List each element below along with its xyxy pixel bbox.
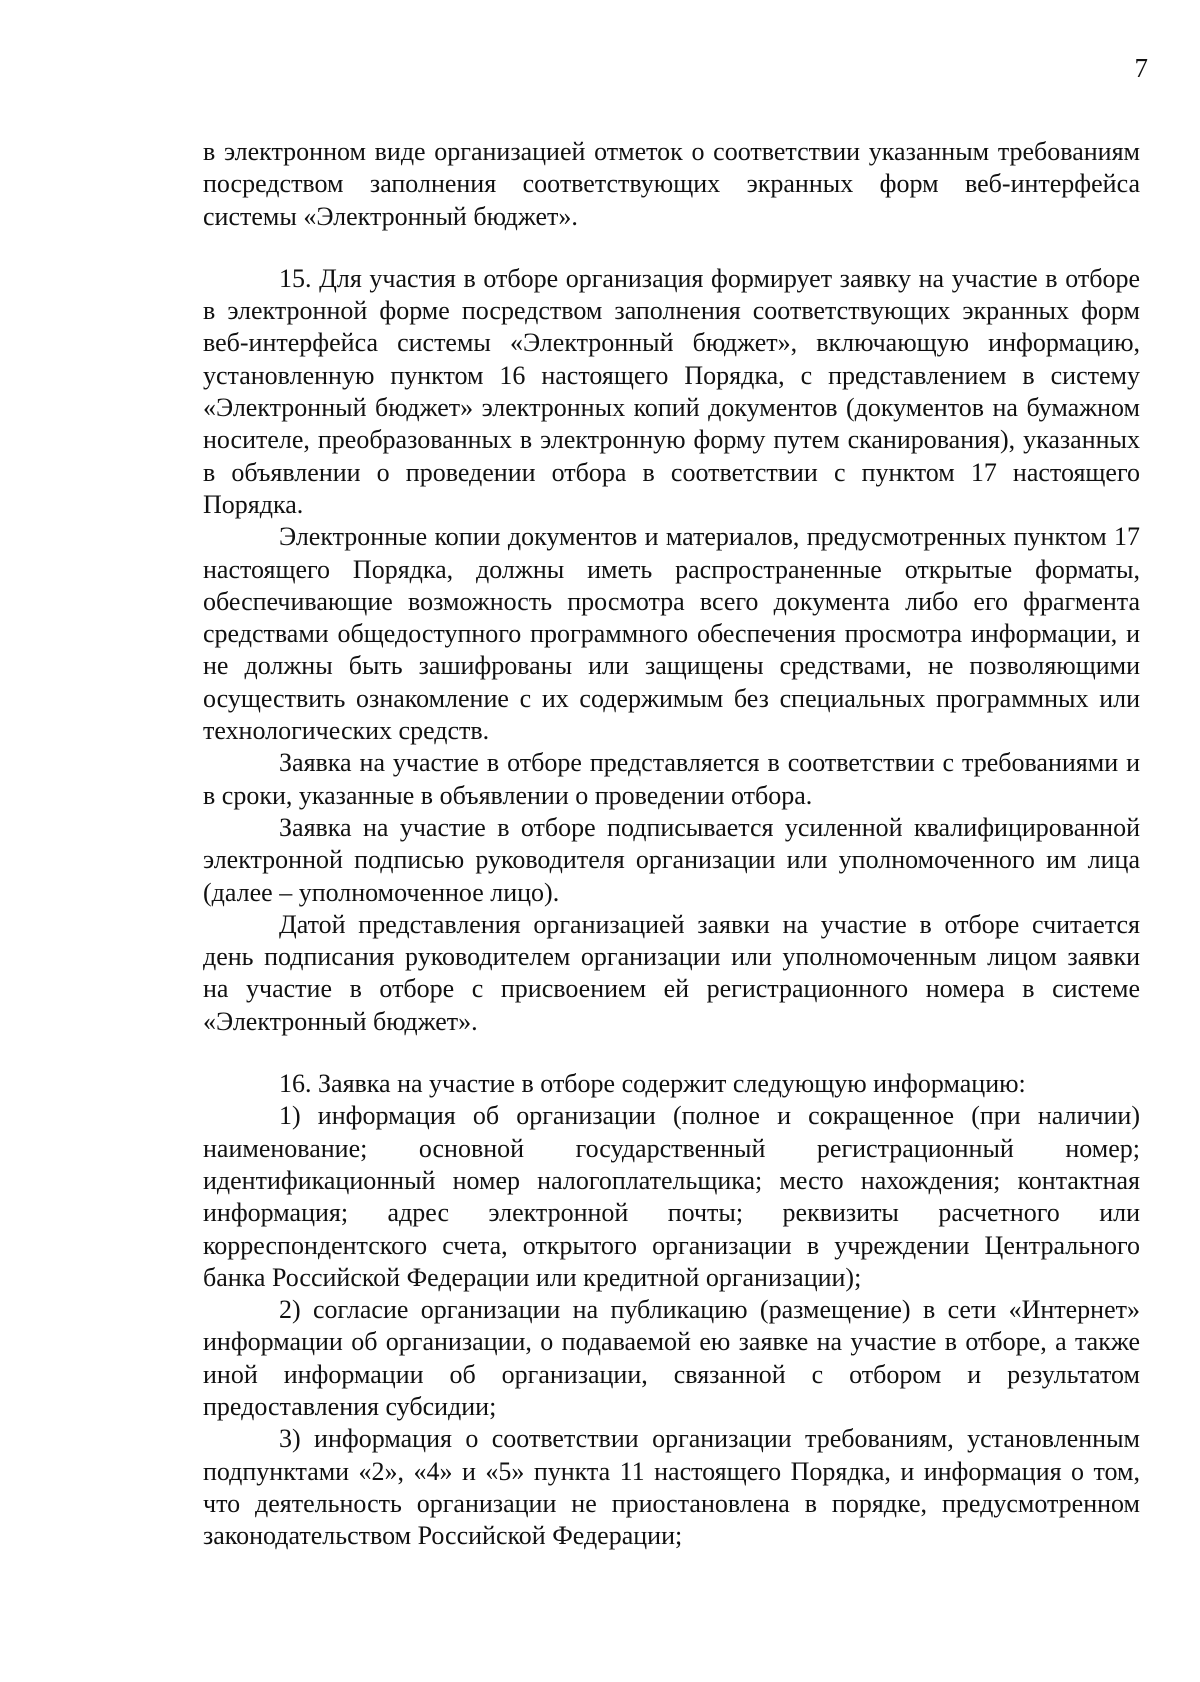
list-item-1: 1) информация об организации (полное и сокращенное (при наличии) наименование; основной государственный регистрационный номер; идентификационный номер налогоплательщика; место нахождения; контактная информация; адрес электронной почты; реквизиты расчетного или корреспондентского счета, открытого организации в учреждении Центрального банка Российской Федерации или кредитной организации); [203, 1101, 1140, 1292]
list-item-2: 2) согласие организации на публикацию (размещение) в сети «Интернет» информации об организации, о подаваемой ею заявке на участие в отборе, а также иной информации об организации, связанной с отбором и результатом предоставления субсидии; [203, 1295, 1140, 1421]
paragraph-application-signature: Заявка на участие в отборе подписывается усиленной квалифицированной электронной подписью руководителя организации или уполномоченного им лица (далее – уполномоченное лицо). [203, 812, 1140, 907]
paragraph-application-submission: Заявка на участие в отборе представляется в соответствии с требованиями и в сроки, указанные в объявлении о проведении отбора. [203, 748, 1140, 810]
paragraph-clause-16: 16. Заявка на участие в отборе содержит следующую информацию: [279, 1069, 1026, 1099]
paragraph-continuation: в электронном виде организацией отметок о соответствии указанным требованиям посредством заполнения соответствующих экранных форм веб-интерфейса системы «Электронный бюджет». [203, 137, 1140, 231]
page-number: 7 [1134, 53, 1148, 83]
document-body [203, 136, 1140, 1552]
list-item-3: 3) информация о соответствии организации требованиям, установленным подпунктами «2», «4» и «5» пункта 11 настоящего Порядка, и информация о том, что деятельность организации не приостановлена в порядке, предусмотренном законодательством Российской Федерации; [203, 1424, 1140, 1551]
paragraph-submission-date: Датой представления организацией заявки на участие в отборе считается день подписания руководителем организации или уполномоченным лицом заявки на участие в отборе с присвоением ей регистрационного номера в системе «Электронный бюджет». [203, 909, 1140, 1036]
paragraph-electronic-copies: Электронные копии документов и материалов, предусмотренных пунктом 17 настоящего Порядка, должны иметь распространенные открытые форматы, обеспечивающие возможность просмотра всего документа либо его фрагмента средствами общедоступного программного обеспечения просмотра информации, и не должны быть зашифрованы или защищены средствами, не позволяющими осуществить ознакомление с их содержимым без специальных программных или технологических средств. [203, 522, 1140, 746]
paragraph-clause-15: 15. Для участия в отборе организация формирует заявку на участие в отборе в электронной форме посредством заполнения соответствующих экранных форм веб-интерфейса системы «Электронный бюджет», включающую информацию, установленную пунктом 16 настоящего Порядка, с представлением в систему «Электронный бюджет» электронных копий документов (документов на бумажном носителе, преобразованных в электронную форму путем сканирования), указанных в объявлении о проведении отбора в соответствии с пунктом 17 настоящего Порядка. [203, 263, 1140, 519]
